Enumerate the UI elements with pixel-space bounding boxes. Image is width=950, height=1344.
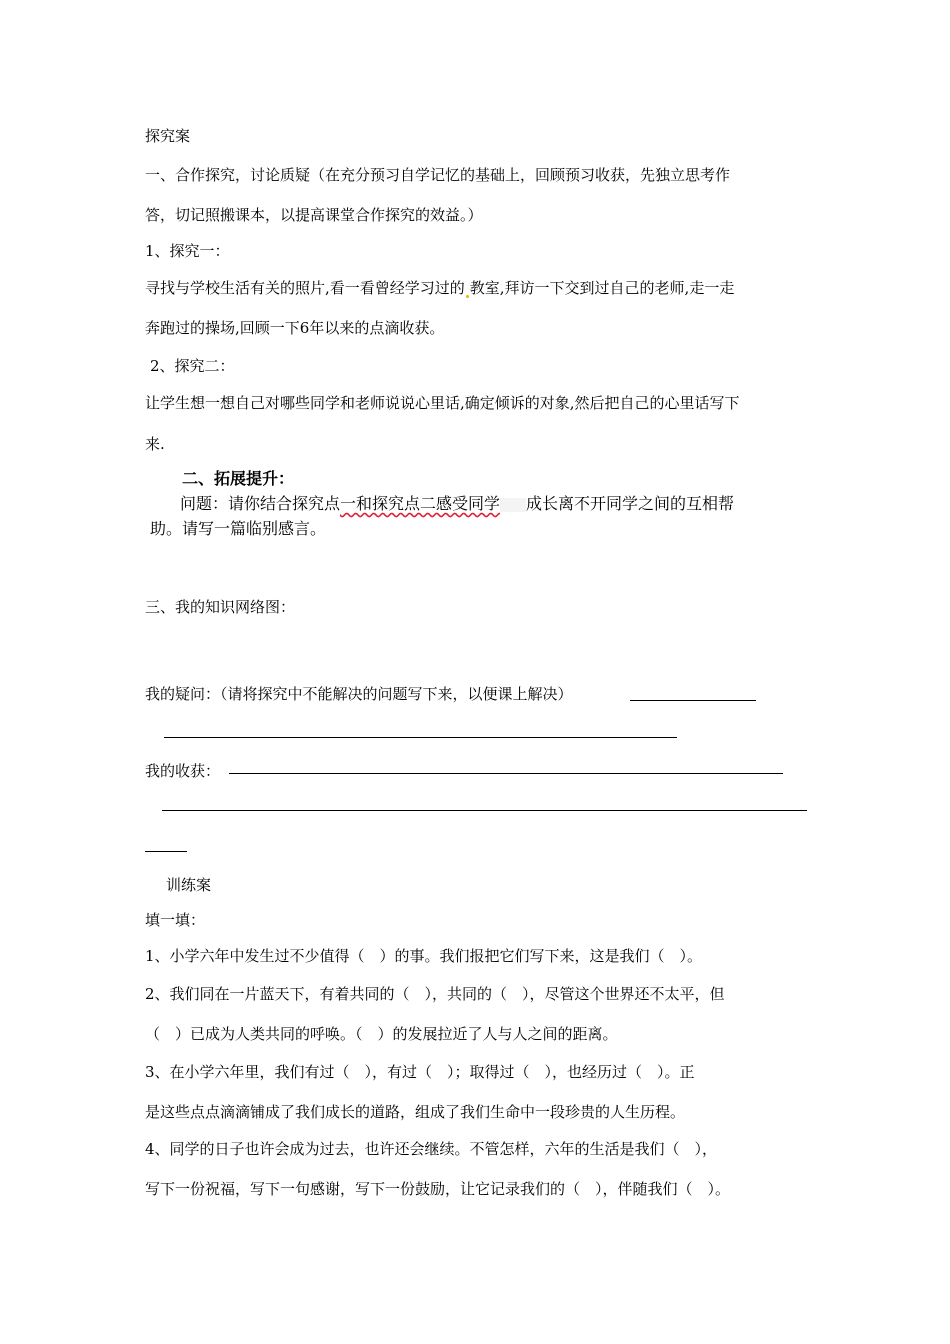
scan-smudge bbox=[500, 498, 526, 512]
q1-text-line1-a: 寻找与学校生活有关的照片,看一看曾经学习过的 bbox=[145, 279, 465, 297]
section2-question-part2: 一和探究点二感受同学 bbox=[340, 494, 501, 513]
doubts-blank-2[interactable] bbox=[164, 737, 677, 738]
gains-blank-2[interactable] bbox=[162, 810, 807, 811]
practice-title: 训练案 bbox=[166, 876, 212, 894]
fill-item-4-line2: 写下一份祝福，写下一句感谢，写下一份鼓励，让它记录我们的（ ），伴随我们（ ）。 bbox=[145, 1180, 731, 1198]
fill-item-3-line1: 3、在小学六年里，我们有过（ ），有过（ ）；取得过（ ），也经历过（ ）。正 bbox=[145, 1063, 695, 1081]
q1-heading: 1、探究一： bbox=[145, 242, 230, 260]
q2-heading: 2、探究二： bbox=[150, 357, 235, 375]
gains-label: 我的收获： bbox=[145, 762, 221, 780]
section2-question-part1: 问题：请你结合探究点 bbox=[180, 494, 341, 513]
gains-blank-3[interactable] bbox=[145, 851, 187, 852]
fill-item-4-line1: 4、同学的日子也许会成为过去，也许还会继续。不管怎样，六年的生活是我们（ ）， bbox=[145, 1140, 718, 1158]
q1-text-line1-b: 教室,拜访一下交到过自己的老师,走一走 bbox=[469, 279, 735, 297]
gains-blank-1[interactable] bbox=[229, 773, 783, 774]
fill-item-2-line2: （ ）已成为人类共同的呼唤。（ ）的发展拉近了人与人之间的距离。 bbox=[145, 1025, 618, 1043]
q1-text-line1 bbox=[145, 278, 734, 298]
fill-heading: 填一填： bbox=[145, 911, 206, 929]
section2-question-line2: 助。请写一篇临别感言。 bbox=[150, 519, 327, 538]
fill-item-1: 1、小学六年中发生过不少值得（ ）的事。我们报把它们写下来，这是我们（ ）。 bbox=[145, 947, 703, 965]
doubts-label: 我的疑问：（请将探究中不能解决的问题写下来，以便课上解决） bbox=[145, 685, 573, 703]
doubts-blank-1[interactable] bbox=[630, 700, 756, 701]
fill-item-2-line1: 2、我们同在一片蓝天下，有着共同的（ ），共同的（ ），尽管这个世界还不太平，但 bbox=[145, 985, 725, 1003]
section3-heading: 三、我的知识网络图： bbox=[145, 598, 296, 616]
section2-question-line1 bbox=[180, 494, 734, 514]
section2-heading: 二、拓展提升： bbox=[182, 469, 295, 488]
ink-dot bbox=[466, 295, 469, 298]
explore-title: 探究案 bbox=[145, 127, 191, 145]
q1-text-line2: 奔跑过的操场,回顾一下6年以来的点滴收获。 bbox=[145, 319, 445, 337]
section1-text-line2: 答，切记照搬课本，以提高课堂合作探究的效益。） bbox=[145, 206, 483, 224]
section2-question-part3: 成长离不开同学之间的互相帮 bbox=[526, 494, 735, 513]
section1-text-line1: 一、合作探究，讨论质疑（在充分预习自学记忆的基础上，回顾预习收获，先独立思考作 bbox=[145, 166, 731, 184]
q2-text-line1: 让学生想一想自己对哪些同学和老师说说心里话,确定倾诉的对象,然后把自己的心里话写下 bbox=[145, 394, 740, 412]
fill-item-3-line2: 是这些点点滴滴铺成了我们成长的道路，组成了我们生命中一段珍贵的人生历程。 bbox=[145, 1103, 686, 1121]
q2-text-line2: 来. bbox=[145, 435, 165, 453]
